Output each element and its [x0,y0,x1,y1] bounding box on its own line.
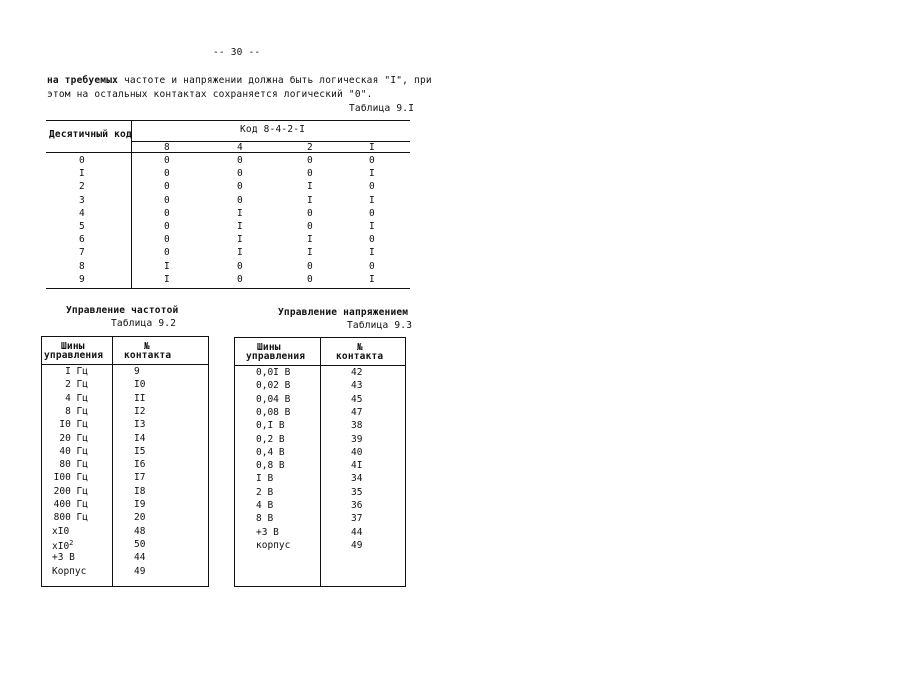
table92-contact: 48 [134,525,146,537]
table91-bit: 0 [164,155,170,166]
table91-bit: 0 [237,155,243,166]
table92-bus-label: 8 Гц [65,405,88,417]
table93-bus: 4 В [256,500,274,511]
table91-bit: 0 [237,181,243,193]
table93-contact: 37 [351,513,363,525]
intro-line-1 [47,75,432,86]
table93-header-bus-1: Шины [257,342,281,353]
table92-contact: II [134,392,146,404]
table93-contact: 42 [351,367,363,378]
table91-bit: 0 [369,155,375,166]
table91-bit: 0 [237,194,243,206]
table91-header-decimal: Десятичный код [49,129,132,140]
table91-bit: 0 [307,168,313,180]
table91-decimal: I [79,168,85,180]
table91-decimal: 7 [79,247,85,259]
table93-contact: 40 [351,446,363,458]
table91-bit: I [307,181,313,193]
table92-bus [59,459,88,470]
table92-bus-label: I00 Гц [53,472,88,484]
table91-bit: 0 [237,260,243,272]
table93-contact: 4I [351,460,363,472]
table91-bit: 0 [307,221,313,232]
table92-bus [52,539,73,552]
table92-bus-label: xI0 [52,541,70,553]
intro-line-2: этом на остальных контактах сохраняется логический "0". [47,89,373,100]
table93-bus: 0,0I В [256,367,291,378]
table93-bus: 0,04 В [256,393,291,405]
table92-bus-exponent: 2 [69,538,74,547]
table92-contact: I8 [134,485,146,497]
table93-header-bus-2: управления [246,351,306,362]
table91-bit: 0 [369,260,375,272]
table92-bus-label: 4 Гц [65,392,88,404]
table91-bit: I [237,207,243,219]
table93-bus: 0,02 В [256,380,291,392]
table91-col-1: I [369,142,375,153]
table93-header-contact-1: № [357,342,363,353]
table93-bus: 2 В [256,486,274,498]
table92-contact: I0 [134,379,146,391]
table91-bit: 0 [307,155,313,166]
table92-bus-label: 200 Гц [53,485,88,497]
table93-bus: 0,2 В [256,433,285,445]
table93-contact: 44 [351,526,363,538]
table91-bit: I [369,168,375,180]
table91-bit: I [237,221,243,232]
table91-decimal: 8 [79,260,85,272]
table91-bit: I [307,234,313,246]
table92-contact: I9 [134,499,146,510]
table93-bus: 8 В [256,513,274,525]
intro-line-1-bold: на требуемых [47,75,119,86]
table92-contact: I5 [134,445,146,457]
table93-contact: 45 [351,393,363,405]
table91-bit: 0 [164,168,170,180]
table91-bit: I [164,260,170,272]
table92-header-contact-2: контакта [124,350,172,361]
table92-bus [52,526,69,537]
table91-bit: 0 [307,207,313,219]
table92-bus-label: xI0 [52,525,70,537]
table91-decimal: 2 [79,181,85,193]
table92-contact: I4 [134,432,146,444]
table91-col-4: 4 [237,142,243,153]
table91-bit: 0 [369,207,375,219]
table91-bit: I [164,273,170,285]
table92-bus-label: 80 Гц [59,459,88,471]
table92-contact: 49 [134,565,146,577]
table91-decimal: 3 [79,194,85,206]
table92-bus-label: 2 Гц [65,379,88,391]
table92-bus-label: 800 Гц [53,512,88,524]
table91-bit: I [369,194,375,206]
table91-col-2: 2 [307,142,313,153]
table92-title: Управление частотой [66,305,179,316]
table93-contact: 49 [351,539,363,551]
table93-header-contact-2: контакта [336,351,384,362]
table91-bit: I [237,234,243,246]
table92-bus-label: I0 Гц [59,419,88,431]
intro-line-1-rest: частоте и напряжении должна быть логическая "I", при [123,75,432,86]
table92-contact: I7 [134,472,146,484]
table91-bit: I [369,273,375,285]
table93-bus: I В [256,473,274,485]
table92-bus [59,419,88,430]
table92-bus [52,566,86,577]
table93-title: Управление напряжением [278,307,409,318]
table93-contact: 34 [351,473,363,485]
table91-decimal: 6 [79,234,85,246]
table91-decimal: 5 [79,221,85,232]
table92-bus-label: 400 Гц [53,499,88,510]
table93-bus: +3 В [256,526,279,538]
table91-bit: I [307,247,313,259]
table91-bit: 0 [164,207,170,219]
table92-header-bus-2: управления [44,350,104,361]
table92-header-contact-1: № [144,341,150,352]
table91-bit: 0 [369,234,375,246]
table92-bus [59,433,88,444]
table92-contact: I6 [134,459,146,471]
table91-bit: 0 [237,168,243,180]
table93-contact: 38 [351,420,363,432]
table92-bus [52,552,75,563]
table91-bit: 0 [164,221,170,232]
table93-contact: 47 [351,406,363,418]
table93-caption: Таблица 9.3 [347,320,413,331]
table92-contact: I2 [134,405,146,417]
table92-bus [65,366,88,377]
table91-bit: I [369,247,375,259]
table91-bit: 0 [164,181,170,193]
table92-header-bus-1: Шины [61,341,85,352]
table92-bus [54,499,88,510]
table92-bus-label: +3 В [52,552,75,564]
table92-bus [54,512,88,523]
table91-bit: 0 [307,273,313,285]
table93-bus: 0,08 В [256,406,291,418]
table92-bus [54,472,88,483]
table91-bit: 0 [164,247,170,259]
table91-col-8: 8 [164,142,170,153]
table92-contact: I3 [134,419,146,431]
table92-bus [59,446,88,457]
table91-bit: 0 [164,194,170,206]
table92-bus [54,486,88,497]
table92-bus-label: 20 Гц [59,432,88,444]
table93-contact: 39 [351,433,363,445]
table92-contact: 9 [134,366,140,377]
table91-bit: I [237,247,243,259]
table93-bus: корпус [256,539,291,551]
table93-contact: 35 [351,486,363,498]
table92-contact: 50 [134,538,146,550]
table91-decimal: 4 [79,207,85,219]
table91-bit: 0 [307,260,313,272]
table93-bus: 0,I В [256,420,285,432]
table91-bit: 0 [164,234,170,246]
table91-bit: 0 [237,273,243,285]
table92-bus [65,406,88,417]
table92-caption: Таблица 9.2 [111,318,177,329]
table91-decimal: 9 [79,273,85,285]
table91-header-code: Код 8-4-2-I [240,124,306,135]
table92-bus-label: Корпус [52,565,87,577]
table91-caption: Таблица 9.I [349,103,415,114]
table93-contact: 43 [351,380,363,392]
table93-contact: 36 [351,500,363,511]
table91-decimal: 0 [79,155,85,166]
table91-bit: I [369,221,375,232]
table92-bus [65,379,88,390]
table92-bus [65,393,88,404]
table92-bus-label: 40 Гц [59,445,88,457]
table91-bit: 0 [369,181,375,193]
table92-contact: 44 [134,552,146,564]
page-number: -- 30 -- [213,47,261,58]
table91-bit: I [307,194,313,206]
table92-bus-label: I Гц [65,366,88,377]
table93-bus: 0,4 В [256,446,285,458]
table92-contact: 20 [134,512,146,524]
table93-bus: 0,8 В [256,460,285,472]
